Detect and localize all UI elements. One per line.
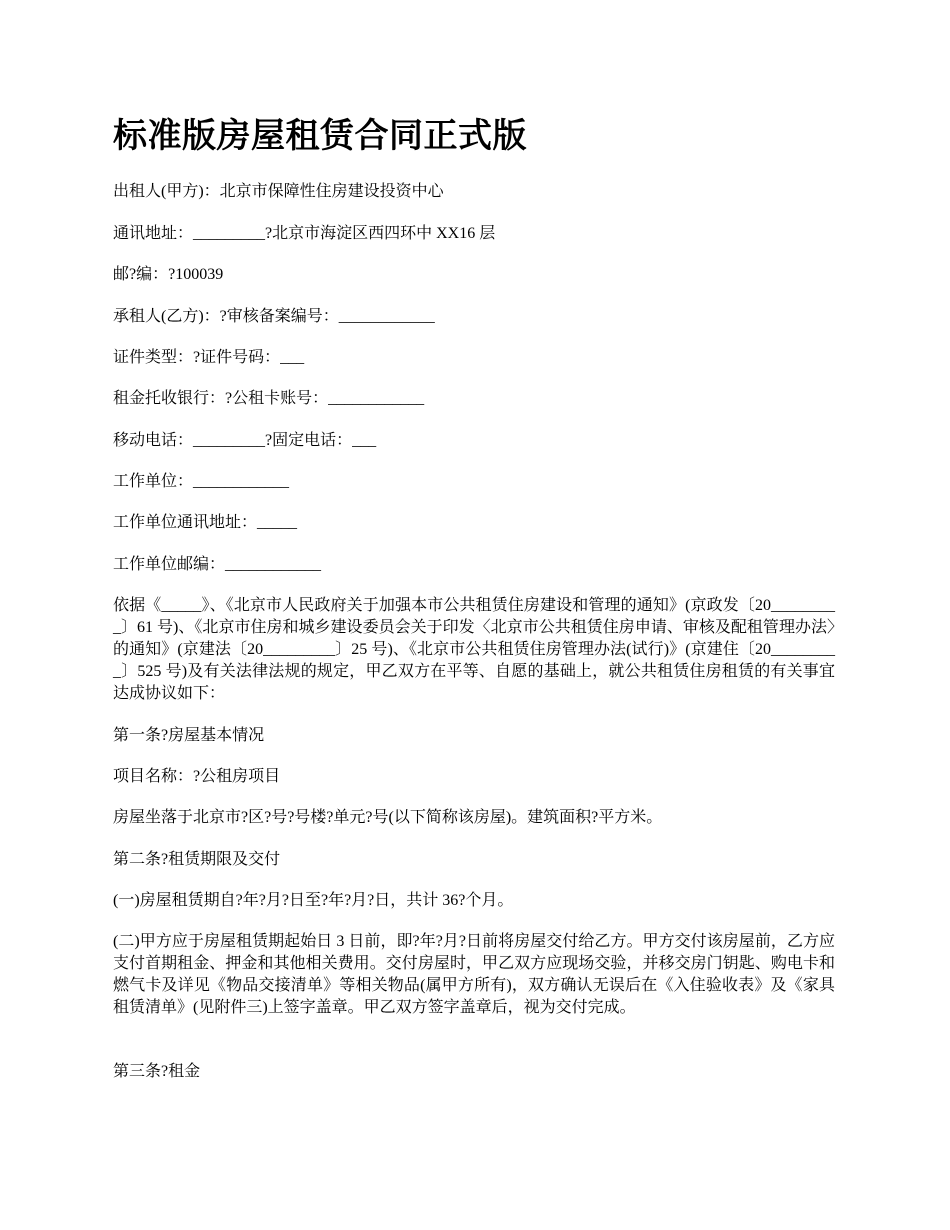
employer-line: 工作单位：____________ bbox=[113, 473, 290, 490]
article-1-heading: 第一条?房屋基本情况 bbox=[113, 727, 265, 744]
address-line: 通讯地址：_________?北京市海淀区西四环中 XX16 层 bbox=[113, 225, 496, 242]
basis-paragraph: 依据《_____》、《北京市人民政府关于加强本市公共租赁住房建设和管理的通知》(京政发〔20_________〕61 号)、《北京市住房和城乡建设委员会关于印发〈北京市公共租赁住房申请、审核及配租管理办法〉的通知》(京建法〔20_________〕25 号)、《北京市公共租赁住房管理办法(试行)》(京建住〔20_________〕525 号)及有关法律法规的规定，甲乙双方在平等、自愿的基础上，就公共租赁住房租赁的有关事宜达成协议如下： bbox=[113, 597, 835, 702]
location-line: 房屋坐落于北京市?区?号?号楼?单元?号(以下简称该房屋)。建筑面积?平方米。 bbox=[113, 809, 663, 826]
term-clause: (一)房屋租赁期自?年?月?日至?年?月?日，共计 36?个月。 bbox=[113, 892, 514, 909]
document-title: 标准版房屋租赁合同正式版 bbox=[113, 116, 527, 156]
postcode-line: 邮?编：?100039 bbox=[113, 266, 224, 283]
employer-address-line: 工作单位通讯地址：_____ bbox=[113, 514, 298, 531]
employer-postcode-line: 工作单位邮编：____________ bbox=[113, 556, 322, 573]
article-3-heading: 第三条?租金 bbox=[113, 1063, 201, 1080]
id-type-line: 证件类型：?证件号码：___ bbox=[113, 349, 305, 366]
phone-line: 移动电话：_________?固定电话：___ bbox=[113, 432, 377, 449]
delivery-clause: (二)甲方应于房屋租赁期起始日 3 日前，即?年?月?日前将房屋交付给乙方。甲方交付该房屋前，乙方应支付首期租金、押金和其他相关费用。交付房屋时，甲乙双方应现场交验，并移交房门钥匙、购电卡和燃气卡及详见《物品交接清单》等相关物品(属甲方所有)，双方确认无误后在《入住验收表》及《家具租赁清单》(见附件三)上签字盖章。甲乙双方签字盖章后，视为交付完成。 bbox=[113, 933, 835, 1016]
bank-line: 租金托收银行：?公租卡账号：____________ bbox=[113, 390, 425, 407]
project-name-line: 项目名称：?公租房项目 bbox=[113, 768, 281, 785]
article-2-heading: 第二条?租赁期限及交付 bbox=[113, 851, 281, 868]
lessee-line: 承租人(乙方)：?审核备案编号：____________ bbox=[113, 308, 435, 325]
lessor-line: 出租人(甲方)：北京市保障性住房建设投资中心 bbox=[113, 183, 444, 200]
